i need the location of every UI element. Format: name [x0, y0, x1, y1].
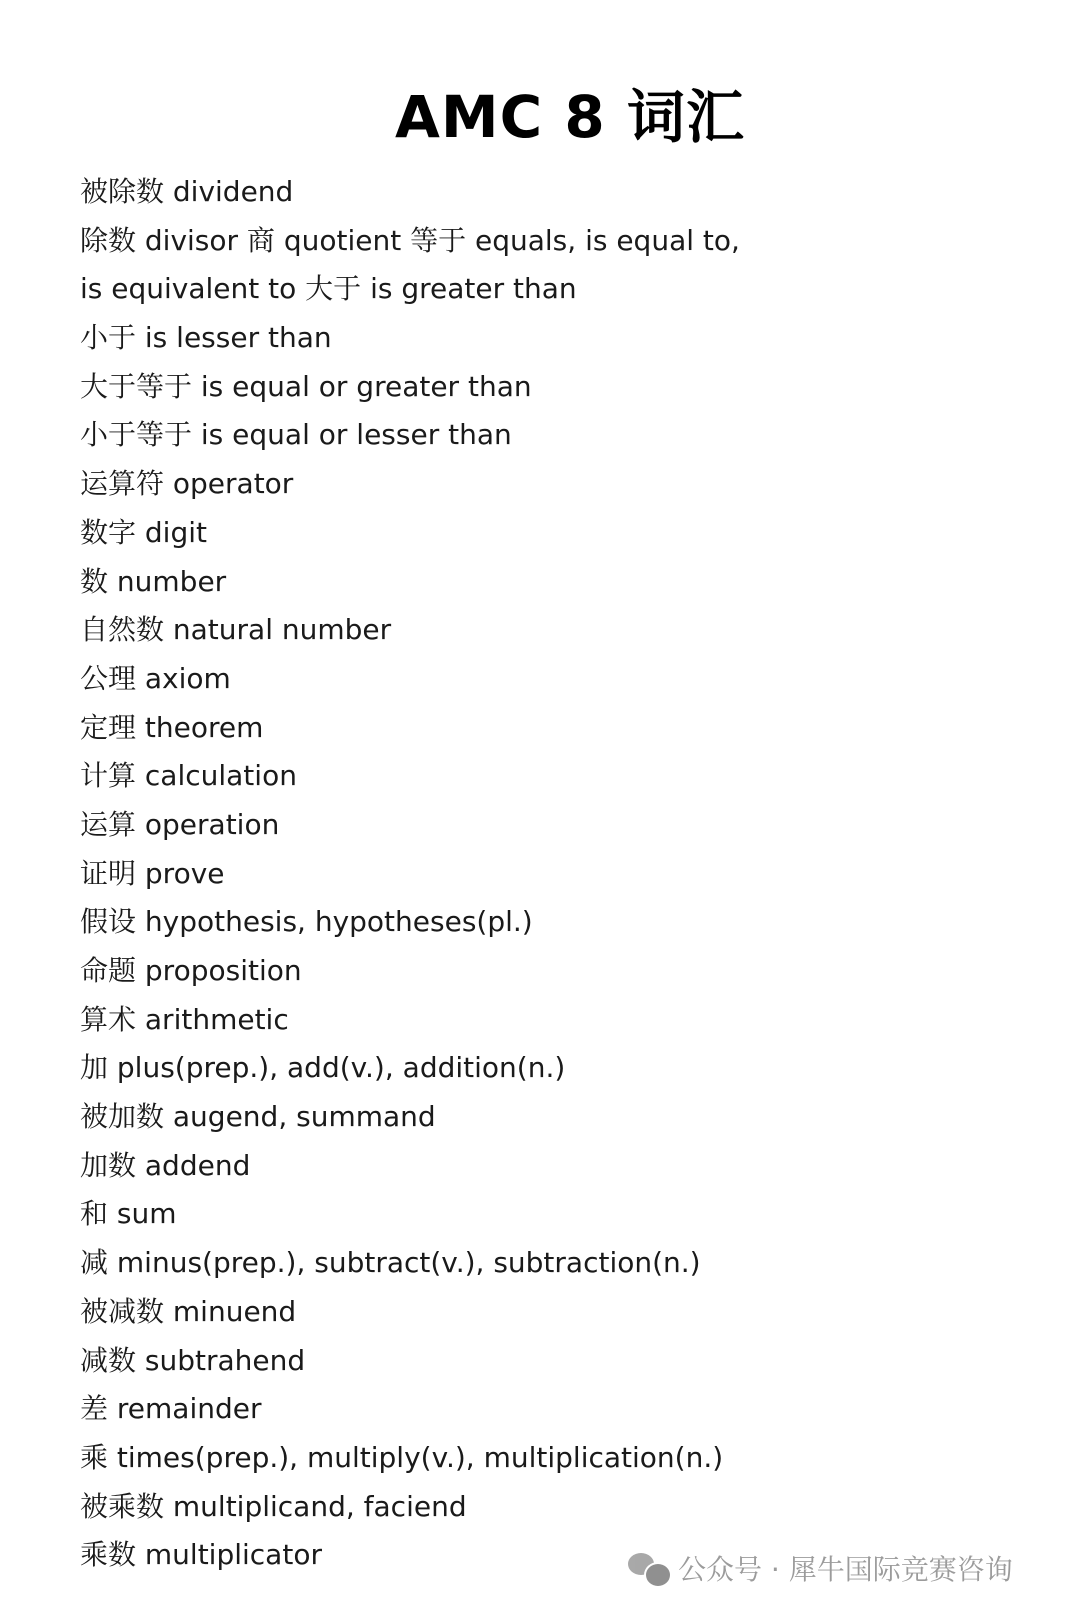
list-item: 被除数 dividend: [80, 175, 294, 208]
wechat-icon: [628, 1551, 672, 1585]
list-item: 加数 addend: [80, 1148, 251, 1182]
list-item: 差 remainder: [80, 1392, 262, 1426]
list-item: 公理 axiom: [80, 661, 231, 695]
vocabulary-list: [80, 168, 780, 1580]
list-item: 运算 operation: [80, 807, 280, 841]
list-item: 数 number: [80, 564, 227, 598]
list-item: 运算符 operator: [80, 467, 294, 501]
list-item: 和 sum: [80, 1197, 177, 1231]
watermark: [628, 1548, 1013, 1588]
list-item: 自然数 natural number: [80, 613, 392, 647]
list-item: 减数 subtrahend: [80, 1343, 306, 1377]
list-item: 证明 prove: [80, 856, 225, 890]
list-item: 小于 is lesser than: [80, 321, 332, 355]
list-item: 乘 times(prep.), multiply(v.), multiplication(n.): [80, 1440, 724, 1474]
list-item: 被减数 minuend: [80, 1294, 297, 1328]
list-item: 计算 calculation: [80, 759, 297, 793]
list-item: 数字 digit: [80, 515, 207, 549]
list-item: 被乘数 multiplicand, faciend: [80, 1489, 467, 1523]
list-item: 加 plus(prep.), add(v.), addition(n.): [80, 1051, 566, 1085]
list-item: 小于等于 is equal or lesser than: [80, 418, 512, 452]
list-item: 假设 hypothesis, hypotheses(pl.): [80, 905, 533, 939]
list-item: 除数 divisor 商 quotient 等于 equals, is equal to, is equivalent to 大于 is greater than: [80, 223, 740, 306]
list-item: 命题 proposition: [80, 954, 302, 988]
list-item: 定理 theorem: [80, 710, 264, 744]
list-item: 被加数 augend, summand: [80, 1100, 436, 1134]
page-title: AMC 8 词汇: [395, 83, 745, 151]
list-item: 乘数 multiplicator: [80, 1538, 322, 1572]
list-item: 算术 arithmetic: [80, 1002, 289, 1036]
list-item: 减 minus(prep.), subtract(v.), subtraction(n.): [80, 1246, 701, 1280]
list-item: 大于等于 is equal or greater than: [80, 369, 532, 403]
watermark-text: 公众号 · 犀牛国际竞赛咨询: [678, 1553, 1013, 1586]
